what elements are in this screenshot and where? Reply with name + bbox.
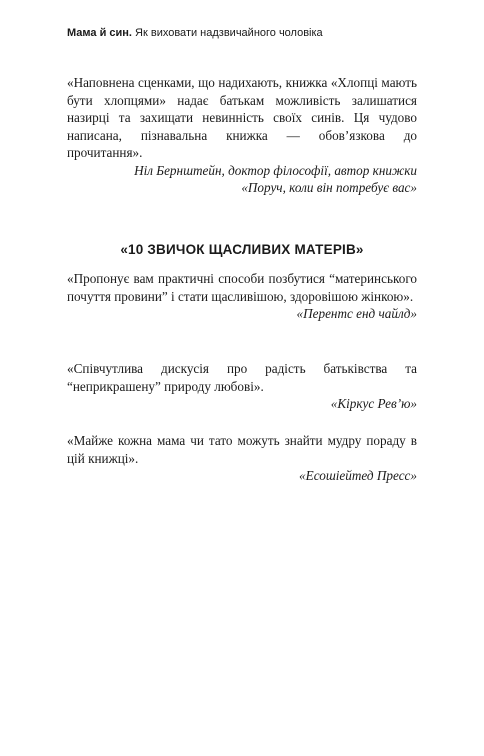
review-block-4 bbox=[67, 432, 417, 485]
review-source-4: «Есошіейтед Пресс» bbox=[299, 468, 417, 483]
review-source-1: «Поруч, коли він потребує вас» bbox=[241, 180, 417, 195]
review-source-3: «Кіркус Рев’ю» bbox=[330, 396, 417, 411]
review-source-2: «Перентс енд чайлд» bbox=[296, 306, 417, 321]
review-author-1: Ніл Бернштейн, доктор філософії, автор книжки bbox=[134, 162, 417, 178]
review-quote-2: «Пропонує вам практичні способи позбутися “материнського почуття провини” і стати щасливішою, здоровішою жінкою». bbox=[67, 271, 417, 304]
running-head-title: Мама й син. bbox=[67, 27, 132, 39]
review-block-3 bbox=[67, 360, 417, 413]
review-quote-4: «Майже кожна мама чи тато можуть знайти мудру пораду в цій книжці». bbox=[67, 433, 417, 466]
section-title: «10 ЗВИЧОК ЩАСЛИВИХ МАТЕРІВ» bbox=[120, 242, 364, 257]
running-head bbox=[67, 27, 323, 39]
review-quote-1: «Наповнена сценками, що надихають, книжка «Хлопці мають бути хлопцями» надає батькам можливість залишатися назирці та захищати невинність своїх синів. Ця чудово написана, пізнавальна книжка — обов’язкова до прочитання». bbox=[67, 75, 417, 160]
review-block-1 bbox=[67, 74, 417, 197]
running-head-subtitle: Як виховати надзвичайного чоловіка bbox=[135, 27, 323, 39]
review-quote-3: «Співчутлива дискусія про радість батьківства та “неприкрашену” природу любові». bbox=[67, 361, 417, 394]
review-block-2 bbox=[67, 270, 417, 323]
